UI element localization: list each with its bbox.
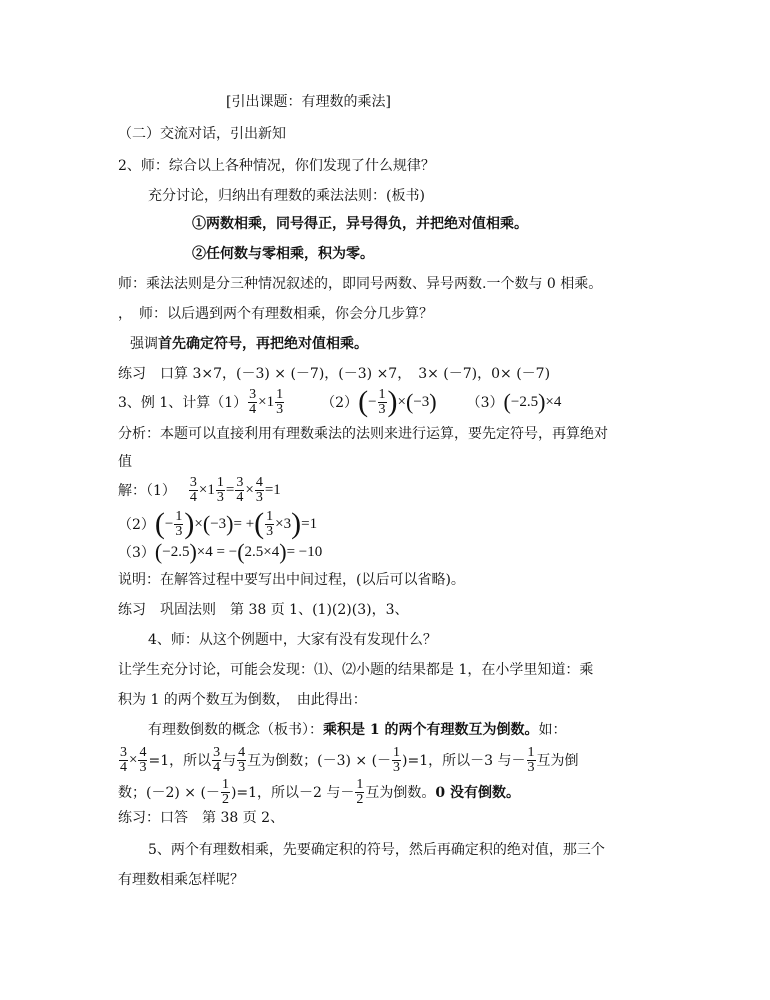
recip-text-g: )=1，所以－2 与－ bbox=[230, 785, 355, 801]
solution-line-2: （2） ( − $\frac{1}{3}$ ) × ( −3 ) = + ( $\frac{1}{3}$ ×3 ) =1 bbox=[118, 507, 318, 540]
question-5-line-2: 有理数相乘怎样呢？ bbox=[118, 872, 244, 888]
example-prefix: 3、例 1、计算（1） bbox=[118, 395, 248, 411]
emphasis-bold: 首先确定符号，再把绝对值相乘。 bbox=[158, 336, 368, 352]
practice-oral: 练习 口算 3×7，(－3) × (－7)，(－3) ×7， 3× (－7)，0× (－7) bbox=[118, 366, 551, 382]
note-line: 说明：在解答过程中要写出中间过程，(以后可以省略)。 bbox=[118, 572, 465, 588]
question-5-line-1: 5、两个有理数相乘，先要确定积的符号，然后再确定积的绝对值，那三个 bbox=[148, 842, 605, 858]
recip-text-f: 数；(－2) × (－ bbox=[118, 785, 220, 801]
analysis-line-1: 分析：本题可以直接利用有理数乘法的法则来进行运算，要先定符号，再算绝对 bbox=[118, 426, 608, 442]
reciprocal-prefix: 有理数倒数的概念（板书）： bbox=[148, 722, 323, 738]
rule-explanation: 师：乘法法则是分三种情况叙述的，即同号两数、异号两数.一个数与 0 相乘。 bbox=[118, 276, 603, 292]
recip-text-h: 互为倒数。 bbox=[365, 785, 436, 801]
example-part-2: （2） bbox=[321, 395, 359, 411]
emphasis-line bbox=[130, 334, 368, 354]
zero-no-reciprocal: 0 没有倒数。 bbox=[435, 785, 521, 801]
recip-text-a: =1，所以 bbox=[148, 753, 212, 769]
fraction-1-3: $\frac{1}{3}$ bbox=[276, 386, 284, 417]
teacher-question-2: 2、师：综合以上各种情况，你们发现了什么规律？ bbox=[118, 158, 435, 174]
recip-text-b: 与 bbox=[222, 753, 237, 769]
discussion-line: 充分讨论，归纳出有理数的乘法法则：(板书) bbox=[148, 188, 425, 204]
reciprocal-suffix: 如： bbox=[538, 722, 567, 738]
teacher-question-4: 4、师：从这个例题中，大家有没有发现什么？ bbox=[148, 632, 437, 648]
recip-text-e: 互为倒 bbox=[536, 753, 579, 769]
recip-text-c: 互为倒数；(－3) × (－ bbox=[247, 753, 392, 769]
section-heading: （二）交流对话，引出新知 bbox=[118, 126, 286, 142]
analysis-line-2: 值 bbox=[118, 454, 132, 470]
practice-consolidate: 练习 巩固法则 第 38 页 1、(1)(2)(3)，3、 bbox=[118, 602, 409, 618]
example-line: 3、例 1、计算（1） $\frac{3}{4}$ ×1 $\frac{1}{3}$ （2） ( − $\frac{1}{3}$ ) × ( −3 ) （3） ( −2.5 ) ×4 bbox=[118, 385, 562, 418]
steps-question: ， 师：以后遇到两个有理数相乘，你会分几步算？ bbox=[118, 306, 433, 322]
solution-line-1: 解：（1） $\frac{3}{4}$ ×1 $\frac{1}{3}$ = $\frac{3}{4}$ × $\frac{4}{3}$ =1 bbox=[118, 474, 281, 505]
reciprocal-bold: 乘积是 1 的两个有理数互为倒数。 bbox=[323, 722, 539, 738]
solution-part-3: （3） bbox=[118, 545, 155, 561]
fraction-3-4: $\frac{3}{4}$ bbox=[249, 386, 257, 417]
student-line-1: 让学生充分讨论，可能会发现：⑴、⑵小题的结果都是 1，在小学里知道：乘 bbox=[118, 662, 594, 678]
reciprocal-examples-1: $\frac{3}{4}$ × $\frac{4}{3}$ =1，所以 $\frac{3}{4}$ 与 $\frac{4}{3}$ 互为倒数；(－3) × (－ $\frac{1}{3}$ )=1，所以－3 与－ $\frac{1}{3}$ 互为倒 bbox=[120, 744, 579, 775]
rule-one: ①两数相乘，同号得正，异号得负，并把绝对值相乘。 bbox=[192, 216, 528, 232]
reciprocal-examples-2: 数；(－2) × (－ $\frac{1}{2}$ )=1，所以－2 与－ $\frac{1}{2}$ 互为倒数。 0 没有倒数。 bbox=[118, 776, 521, 807]
practice-answer: 练习：口答 第 38 页 2、 bbox=[118, 810, 285, 826]
solution-line-3: （3） ( −2.5 ) ×4 = − ( 2.5×4 ) = −10 bbox=[118, 539, 323, 564]
solution-label: 解：（1） bbox=[118, 483, 176, 499]
emphasis-prefix: 强调 bbox=[130, 336, 158, 352]
student-line-2: 积为 1 的两个数互为倒数， 由此得出： bbox=[118, 692, 367, 708]
example-part-3: （3） bbox=[466, 395, 504, 411]
lesson-topic: [引出课题：有理数的乘法] bbox=[226, 94, 391, 110]
rule-two: ②任何数与零相乘，积为零。 bbox=[192, 246, 374, 262]
recip-text-d: )=1，所以－3 与－ bbox=[402, 753, 526, 769]
reciprocal-definition bbox=[148, 720, 567, 740]
solution-part-2: （2） bbox=[118, 517, 155, 533]
